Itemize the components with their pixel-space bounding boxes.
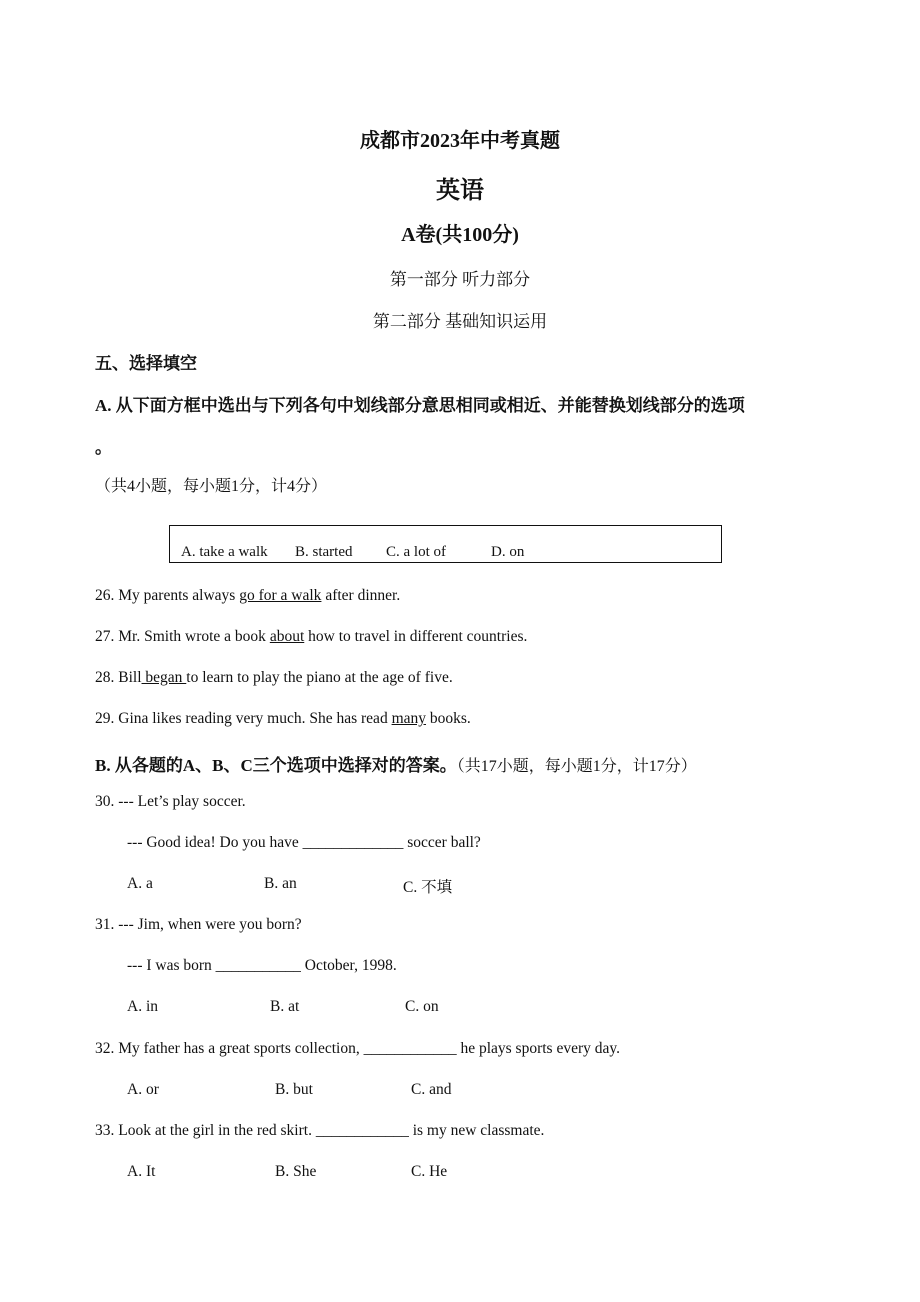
subject-title: 英语 <box>436 178 484 204</box>
underlined-phrase: about <box>269 628 305 645</box>
question-33-option-b: B. She <box>275 1163 317 1180</box>
question-30-option-c: C. 不填 <box>403 879 453 896</box>
question-32-option-c: C. and <box>411 1081 452 1098</box>
question-31-option-a: A. in <box>127 998 158 1015</box>
box-option-d: D. on <box>491 544 525 560</box>
question-32-option-a: A. or <box>127 1081 159 1098</box>
question-number: 28. <box>95 669 115 686</box>
question-text: how to travel in different countries. <box>304 628 528 645</box>
question-text: after dinner. <box>321 587 401 604</box>
part2-heading: 第二部分 基础知识运用 <box>372 312 548 331</box>
question-33-line1: 33. Look at the girl in the red skirt. ____________ is my new classmate. <box>95 1122 545 1139</box>
box-option-b: B. started <box>295 544 353 560</box>
box-option-a: A. take a walk <box>181 544 268 560</box>
question-28 <box>95 669 453 687</box>
question-32-option-b: B. but <box>275 1081 313 1098</box>
question-31-line2: --- I was born ___________ October, 1998. <box>127 957 397 974</box>
underlined-phrase: many <box>391 710 427 727</box>
question-30-option-b: B. an <box>264 875 297 892</box>
question-text: Mr. Smith wrote a book <box>118 628 270 645</box>
question-26 <box>95 587 400 605</box>
question-30-line1: 30. --- Let’s play soccer. <box>95 793 246 810</box>
question-32-line1: 32. My father has a great sports collection, ____________ he plays sports every day. <box>95 1040 621 1057</box>
section-b-note: （共17小题，每小题1分，计17分） <box>456 758 697 775</box>
question-30-option-a: A. a <box>127 875 153 892</box>
exam-title: 成都市2023年中考真题 <box>360 130 560 152</box>
underlined-phrase: go for a walk <box>239 587 322 604</box>
volume-title: A卷(共100分) <box>401 224 519 246</box>
underlined-phrase: began <box>141 669 187 686</box>
question-text: books. <box>426 710 471 727</box>
question-text: My parents always <box>118 587 240 604</box>
section-a-instruction: A. 从下面方框中选出与下列各句中划线部分意思相同或相近、并能替换划线部分的选项 <box>95 396 745 415</box>
question-29 <box>95 710 471 728</box>
section5-heading: 五、选择填空 <box>95 354 197 373</box>
question-27 <box>95 628 527 646</box>
section-a-note: （共4小题，每小题1分，计4分） <box>95 478 328 495</box>
section-b-heading-row <box>95 751 697 776</box>
box-option-c: C. a lot of <box>386 544 446 560</box>
question-33-option-c: C. He <box>411 1163 448 1180</box>
part1-heading: 第一部分 听力部分 <box>389 270 531 289</box>
question-number: 27. <box>95 628 115 645</box>
question-number: 26. <box>95 587 115 604</box>
question-31-option-c: C. on <box>405 998 439 1015</box>
question-30-line2: --- Good idea! Do you have _____________ soccer ball? <box>127 834 481 851</box>
section-b-heading: B. 从各题的A、B、C三个选项中选择对的答案。 <box>95 756 457 775</box>
question-text: to learn to play the piano at the age of five. <box>186 669 453 686</box>
question-33-option-a: A. It <box>127 1163 156 1180</box>
section-a-instruction-end: 。 <box>95 438 112 457</box>
question-31-line1: 31. --- Jim, when were you born? <box>95 916 302 933</box>
question-text: Bill <box>118 669 142 686</box>
question-text: Gina likes reading very much. She has read <box>118 710 392 727</box>
question-number: 29. <box>95 710 115 727</box>
question-31-option-b: B. at <box>270 998 300 1015</box>
